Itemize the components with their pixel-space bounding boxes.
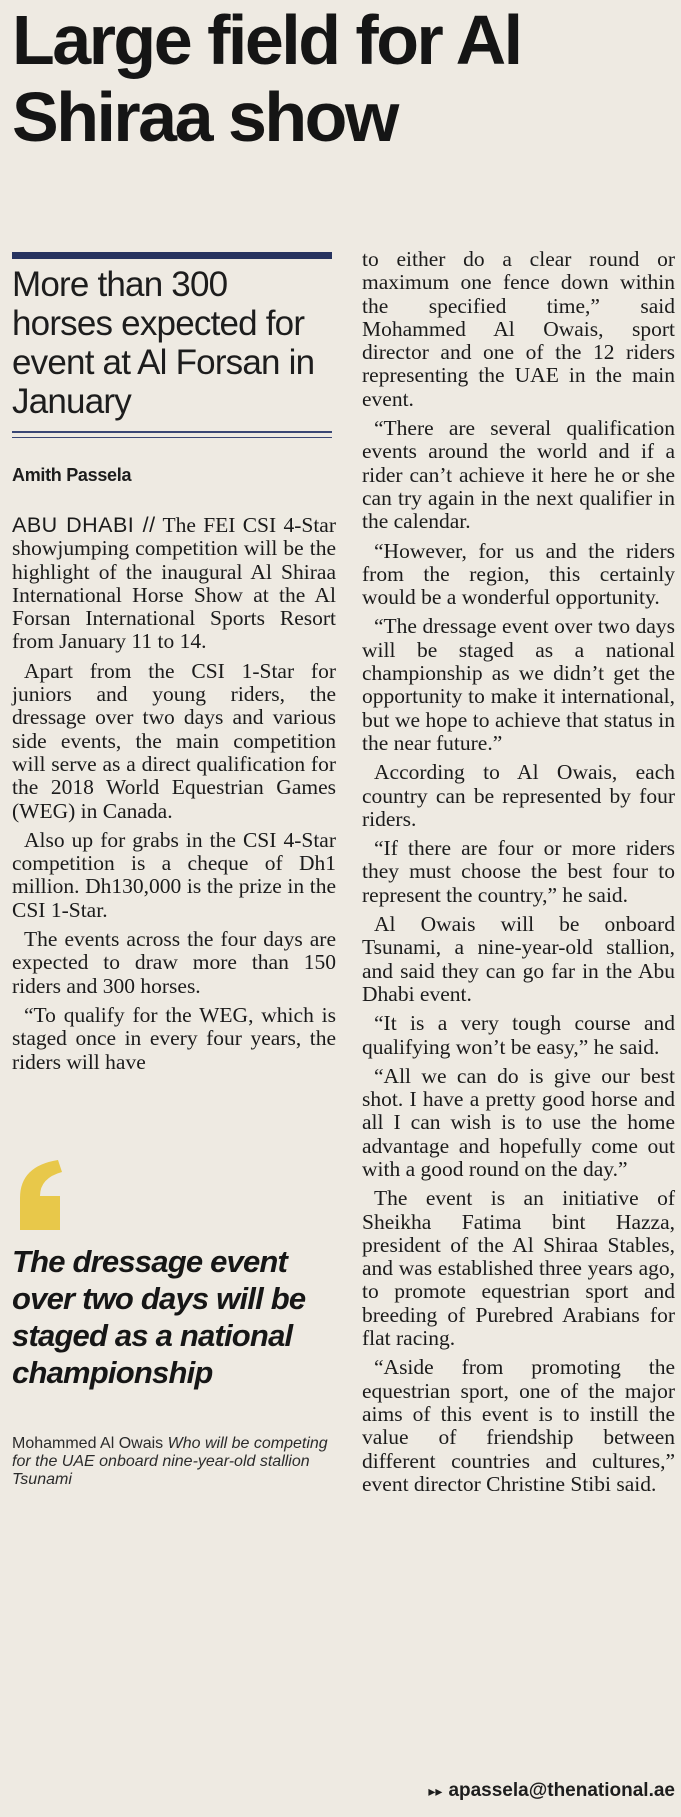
paragraph: According to Al Owais, each country can be represented by four riders.	[362, 760, 675, 831]
paragraph: “If there are four or more riders they must choose the best four to represent the country,” he said.	[362, 836, 675, 907]
article-column-2	[362, 248, 675, 1502]
deck-rule-top	[12, 252, 332, 259]
article-column-1	[12, 514, 336, 1080]
pull-quote-name: Mohammed Al Owais	[12, 1435, 164, 1452]
paragraph: “All we can do is give our best shot. I have a pretty good horse and all I can wish is to use the home advantage and hopefully come out with a good round on the day.”	[362, 1063, 675, 1181]
deck-rule-bottom-thin	[12, 437, 332, 438]
author-email	[362, 1780, 675, 1802]
byline: Amith Passela	[12, 465, 132, 485]
arrow-icon: ▸▸	[428, 1783, 443, 1799]
pull-quote: The dressage event over two days will be staged as a national championship	[12, 1244, 306, 1390]
paragraph: “It is a very tough course and qualifying won’t be easy,” he said.	[362, 1011, 675, 1059]
paragraph	[12, 514, 336, 654]
headline: Large field for Al Shiraa show	[12, 1, 521, 156]
deck: More than 300 horses expected for event at Al Forsan in January	[12, 265, 315, 421]
paragraph-text: The FEI CSI 4-Star showjumping competition will be the highlight of the inaugural Al Shiraa International Horse Show at the Al Forsan International Sports Resort from January 11 to 14.	[12, 513, 336, 654]
paragraph: to either do a clear round or maximum one fence down within the specified time,” said Mohammed Al Owais, sport director and one of the 12 riders representing the UAE in the main event.	[362, 247, 675, 411]
paragraph: Al Owais will be onboard Tsunami, a nine-year-old stallion, and said they can go far in the Abu Dhabi event.	[362, 912, 675, 1006]
pull-quote-caption	[12, 1435, 342, 1489]
paragraph: Also up for grabs in the CSI 4-Star competition is a cheque of Dh1 million. Dh130,000 is the prize in the CSI 1-Star.	[12, 827, 336, 922]
paragraph: “However, for us and the riders from the region, this certainly would be a wonderful opportunity.	[362, 538, 675, 610]
paragraph: The event is an initiative of Sheikha Fatima bint Hazza, president of the Al Shiraa Stables, and was established three years ago, to promote equestrian sport and breeding of Purebred Arabians for flat racing.	[362, 1186, 675, 1351]
pull-quote-description: Who will be competing for the UAE onboard nine-year-old stallion Tsunami	[12, 1435, 328, 1488]
email-address[interactable]: apassela@thenational.ae	[448, 1780, 675, 1801]
quote-mark-icon	[12, 1158, 68, 1233]
deck-rule-bottom	[12, 431, 332, 433]
paragraph: “To qualify for the WEG, which is staged once in every four years, the riders will have	[12, 1002, 336, 1074]
dateline: ABU DHABI //	[12, 513, 156, 537]
paragraph: “The dressage event over two days will be staged as a national championship as we didn’t get the opportunity to make it international, but we hope to achieve that status in the near future.”	[362, 614, 675, 755]
paragraph: “There are several qualification events around the world and if a rider can’t achieve it here he or she can try again in the next qualifier in the calendar.	[362, 416, 675, 534]
paragraph: The events across the four days are expected to draw more than 150 riders and 300 horses.	[12, 927, 336, 998]
paragraph: Apart from the CSI 1-Star for juniors and young riders, the dressage over two days and various side events, the main competition will serve as a direct qualification for the 2018 World Equestrian Games (WEG) in Canada.	[12, 658, 336, 823]
paragraph: “Aside from promoting the equestrian sport, one of the major aims of this event is to instill the value of friendship between different countries and cultures,” event director Christine Stibi said.	[362, 1355, 675, 1496]
